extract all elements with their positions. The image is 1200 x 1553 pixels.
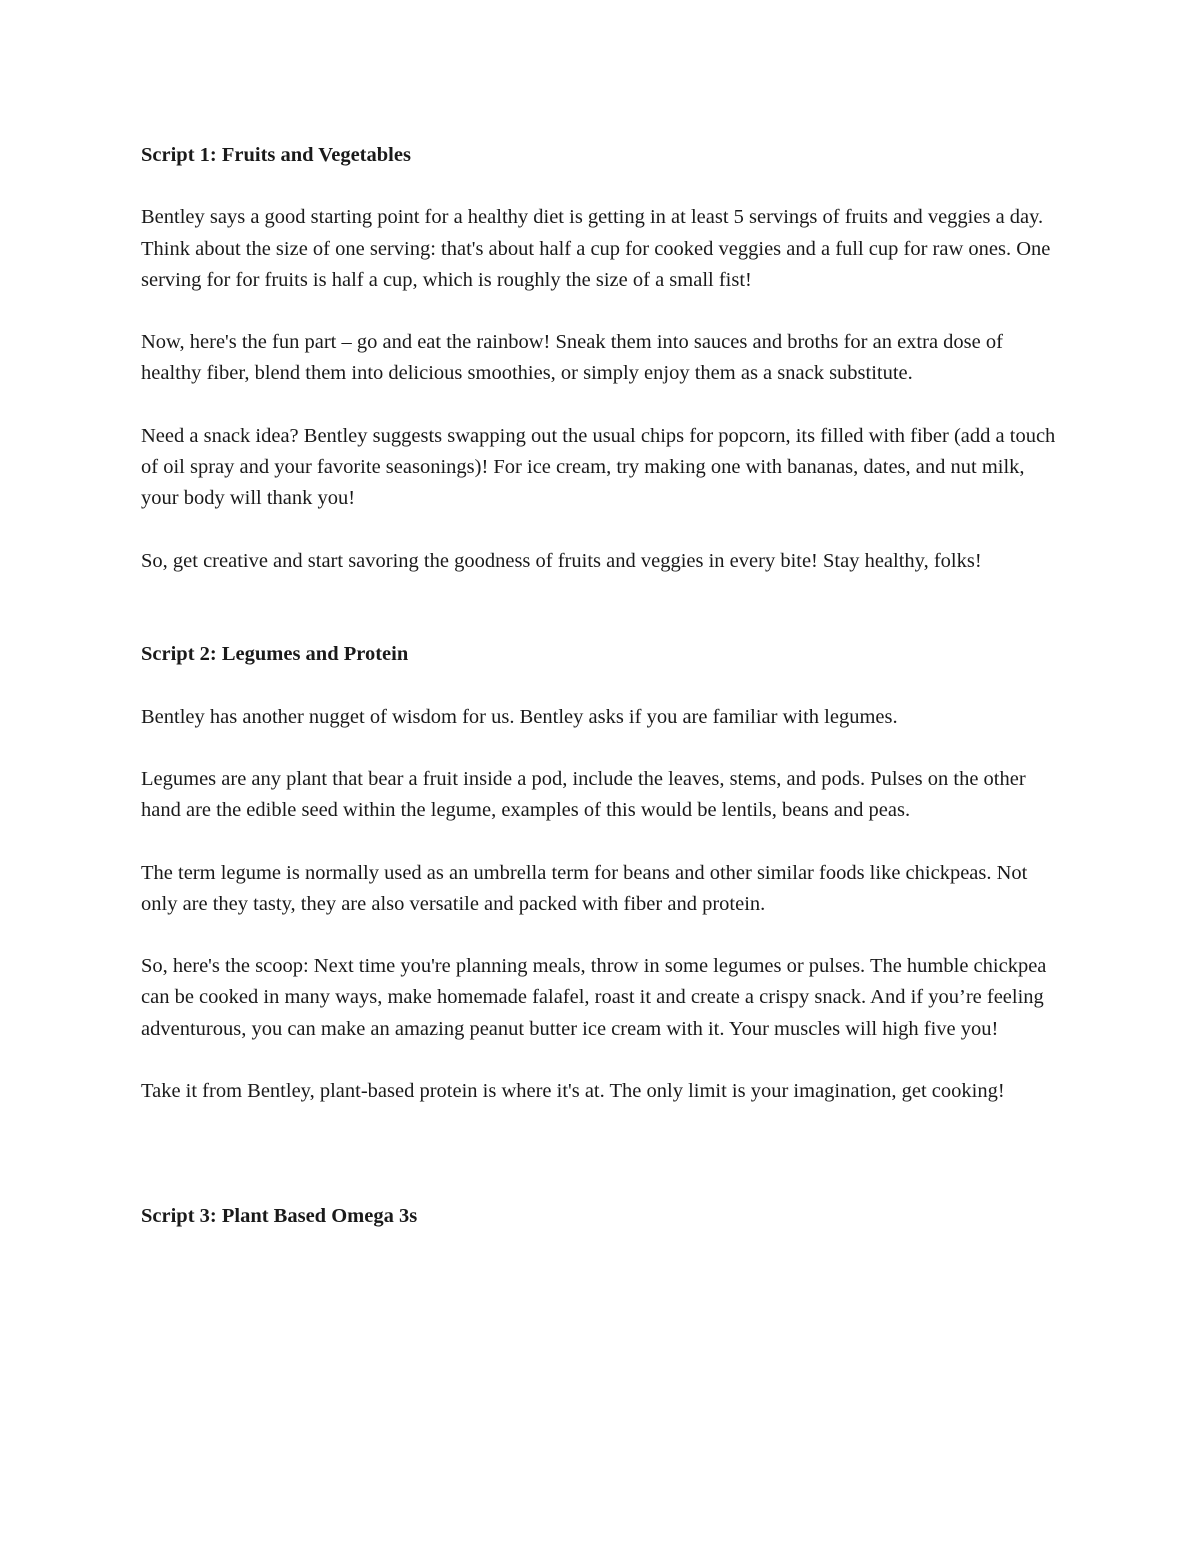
paragraph: Take it from Bentley, plant-based protein is where it's at. The only limit is your imagination, get cooking! [141, 1079, 1005, 1102]
section-heading: Script 1: Fruits and Vegetables [141, 144, 411, 166]
document-body [141, 140, 1066, 1232]
section-heading: Script 3: Plant Based Omega 3s [141, 1204, 418, 1227]
paragraph: Bentley has another nugget of wisdom for us. Bentley asks if you are familiar with legumes. [141, 705, 898, 728]
paragraph: So, get creative and start savoring the goodness of fruits and veggies in every bite! Stay healthy, folks! [141, 549, 982, 572]
paragraph: Legumes are any plant that bear a fruit inside a pod, include the leaves, stems, and pods. Pulses on the other hand are the edible seed within the legume, examples of this would be lentils, beans and peas. [141, 767, 1026, 822]
paragraph: So, here's the scoop: Next time you're planning meals, throw in some legumes or pulses. The humble chickpea can be cooked in many ways, make homemade falafel, roast it and create a crispy snack. And if you’re feeling adventurous, you can make an amazing peanut butter ice cream with it. Your muscles will high five you! [141, 955, 1047, 1040]
paragraph: Need a snack idea? Bentley suggests swapping out the usual chips for popcorn, its filled with fiber (add a touch of oil spray and your favorite seasonings)! For ice cream, try making one with bananas, dates, and nut milk, your body will thank you! [141, 424, 1056, 510]
paragraph: Now, here's the fun part – go and eat the rainbow! Sneak them into sauces and broths for an extra dose of healthy fiber, blend them into delicious smoothies, or simply enjoy them as a snack substitute. [141, 331, 1003, 385]
paragraph: Bentley says a good starting point for a healthy diet is getting in at least 5 servings of fruits and veggies a day. Think about the size of one serving: that's about half a cup for cooked veggies and a full cup for raw ones. One serving for for fruits is half a cup, which is roughly the size of a small fist! [141, 206, 1051, 291]
section-heading: Script 2: Legumes and Protein [141, 643, 409, 666]
paragraph: The term legume is normally used as an umbrella term for beans and other similar foods like chickpeas. Not only are they tasty, they are also versatile and packed with fiber and protein. [141, 861, 1028, 915]
